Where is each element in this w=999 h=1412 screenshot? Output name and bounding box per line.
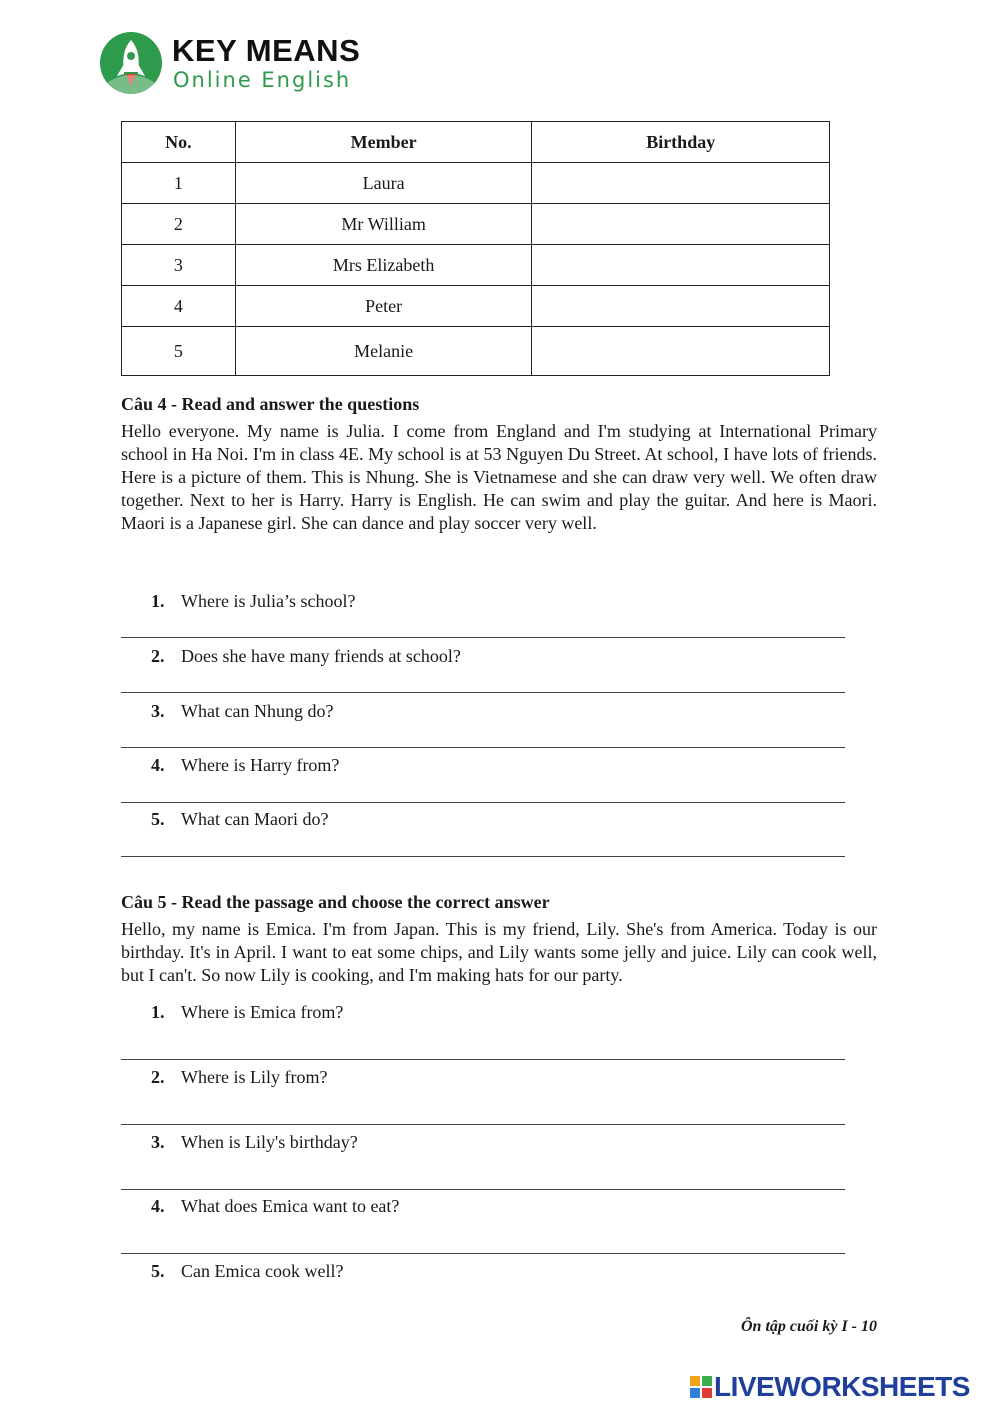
question-item	[151, 808, 328, 830]
answer-line[interactable]	[121, 802, 845, 803]
cell-member: Melanie	[235, 327, 532, 376]
table-row	[122, 204, 830, 245]
answer-line[interactable]	[121, 1253, 845, 1254]
question-item	[151, 1131, 358, 1153]
question-text: What can Nhung do?	[181, 701, 334, 721]
section-title-cau4: Câu 4 - Read and answer the questions	[121, 394, 420, 414]
passage-cau4: Hello everyone. My name is Julia. I come from England and I'm studying at International Primary school in Ha Noi. I'm in class 4E. My school is at 53 Nguyen Du Street. At school, I have lots of friends. Here is a picture of them. This is Nhung. She is Vietnamese and she can draw very well. We often draw together. Next to her is Harry. Harry is English. He can swim and play the guitar. And here is Maori. Maori is a Japanese girl. She can dance and play soccer very well.	[121, 421, 877, 533]
liveworksheets-watermark	[690, 1372, 990, 1402]
question-item	[151, 1066, 327, 1088]
table-header-row	[122, 122, 830, 163]
cell-member: Laura	[235, 163, 532, 204]
table-row	[122, 163, 830, 204]
question-item	[151, 645, 461, 667]
brand-subtitle: Online English	[173, 68, 352, 92]
page-footer: Ôn tập cuối kỳ I - 10	[741, 1318, 877, 1335]
liveworksheets-text: LIVEWORKSHEETS	[714, 1371, 970, 1402]
cell-no: 5	[122, 327, 236, 376]
column-header-member: Member	[235, 122, 532, 163]
section-title-cau5: Câu 5 - Read the passage and choose the correct answer	[121, 892, 550, 912]
passage-cau5: Hello, my name is Emica. I'm from Japan. This is my friend, Lily. She's from America. Today is our birthday. It's in April. I want to eat some chips, and Lily wants some jelly and juice. Lily can cook well, but I can't. So now Lily is cooking, and I'm making hats for our party.	[121, 919, 877, 985]
question-text: What does Emica want to eat?	[181, 1196, 400, 1216]
question-item	[151, 1001, 343, 1023]
question-number: 3.	[151, 1132, 165, 1152]
answer-line[interactable]	[121, 1059, 845, 1060]
answer-line[interactable]	[121, 747, 845, 748]
cell-birthday-answer[interactable]	[532, 163, 830, 204]
question-number: 1.	[151, 591, 165, 611]
question-number: 5.	[151, 809, 165, 829]
brand-title: KEY MEANS	[172, 33, 361, 68]
answer-line[interactable]	[121, 637, 845, 638]
question-number: 3.	[151, 701, 165, 721]
cell-birthday-answer[interactable]	[532, 286, 830, 327]
answer-line[interactable]	[121, 1124, 845, 1125]
cell-no: 2	[122, 204, 236, 245]
question-text: Does she have many friends at school?	[181, 646, 461, 666]
liveworksheets-icon	[690, 1376, 712, 1398]
question-item	[151, 1195, 399, 1217]
cell-birthday-answer[interactable]	[532, 204, 830, 245]
brand-logo	[100, 32, 400, 94]
question-item	[151, 700, 333, 722]
question-number: 2.	[151, 646, 165, 666]
question-text: What can Maori do?	[181, 809, 329, 829]
question-number: 5.	[151, 1261, 165, 1281]
question-text: Where is Julia’s school?	[181, 591, 356, 611]
table-row	[122, 286, 830, 327]
answer-line[interactable]	[121, 856, 845, 857]
cell-member: Mrs Elizabeth	[235, 245, 532, 286]
question-number: 4.	[151, 1196, 165, 1216]
cell-no: 3	[122, 245, 236, 286]
question-text: Where is Harry from?	[181, 755, 340, 775]
birthday-table	[121, 121, 830, 376]
cell-birthday-answer[interactable]	[532, 245, 830, 286]
answer-line[interactable]	[121, 1189, 845, 1190]
table-row	[122, 245, 830, 286]
question-item	[151, 1260, 343, 1282]
question-text: Can Emica cook well?	[181, 1261, 344, 1281]
question-item	[151, 754, 339, 776]
cell-no: 1	[122, 163, 236, 204]
question-number: 2.	[151, 1067, 165, 1087]
cell-no: 4	[122, 286, 236, 327]
cell-member: Mr William	[235, 204, 532, 245]
question-text: When is Lily's birthday?	[181, 1132, 358, 1152]
cell-birthday-answer[interactable]	[532, 327, 830, 376]
question-number: 1.	[151, 1002, 165, 1022]
column-header-no: No.	[122, 122, 236, 163]
answer-line[interactable]	[121, 692, 845, 693]
question-text: Where is Lily from?	[181, 1067, 328, 1087]
table-row	[122, 327, 830, 376]
column-header-birthday: Birthday	[532, 122, 830, 163]
rocket-icon	[100, 32, 162, 94]
question-item	[151, 590, 355, 612]
question-text: Where is Emica from?	[181, 1002, 344, 1022]
cell-member: Peter	[235, 286, 532, 327]
question-number: 4.	[151, 755, 165, 775]
